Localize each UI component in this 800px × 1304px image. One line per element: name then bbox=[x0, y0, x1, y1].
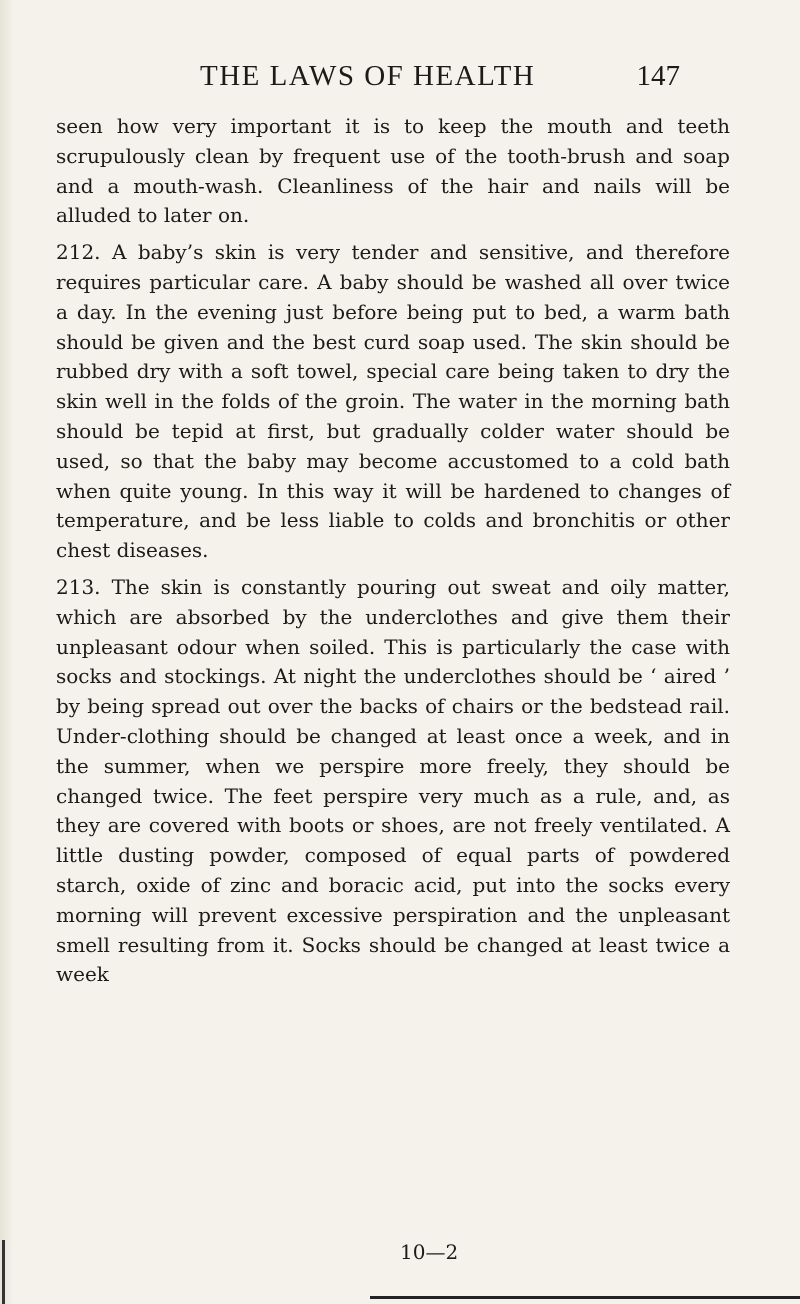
running-head: THE LAWS OF HEALTH bbox=[200, 60, 536, 92]
gutter-rule bbox=[2, 1240, 5, 1304]
page-gutter-shadow bbox=[0, 0, 14, 1304]
page-header bbox=[200, 60, 680, 100]
paragraph-213: 213. The skin is constantly pouring out sweat and oily matter, which are absorbed by the underclothes and give them their unpleasant odour when soiled. This is particularly the case with socks and stockings. At night the underclothes should be ‘ aired ’ by being spread out over the backs of chairs or the bedstead rail. Under-clothing should be changed at least once a week, and in the summer, when we perspire more freely, they should be changed twice. The feet perspire very much as a rule, and, as they are covered with boots or shoes, are not freely ventilated. A little dusting powder, composed of equal parts of powdered starch, oxide of zinc and boracic acid, put into the socks every morning will prevent excessive perspiration and the unpleasant smell resulting from it. Socks should be changed at least twice a week bbox=[56, 574, 730, 987]
paragraph-212: 212. A baby’s skin is very tender and sensitive, and therefore requires particular care. A baby should be washed all over twice a day. In the evening just before being put to bed, a warm bath should be given and the best curd soap used. The skin should be rubbed dry with a soft towel, special care being taken to dry the skin well in the folds of the groin. The water in the morning bath should be tepid at first, but gradually colder water should be used, so that the baby may become accustomed to a cold bath when quite young. In this way it will be hardened to changes of temperature, and be less liable to colds and bronchitis or other chest diseases. bbox=[56, 240, 730, 563]
body-text bbox=[56, 112, 730, 990]
signature-mark: 10—2 bbox=[400, 1240, 459, 1264]
bottom-rule bbox=[370, 1296, 800, 1299]
paragraph-continuation: seen how very important it is to keep the mouth and teeth scrupulously clean by frequent use of the tooth-brush and soap and a mouth-wash. Cleanliness of the hair and nails will be alluded to later on. bbox=[56, 114, 730, 228]
page-number: 147 bbox=[636, 60, 680, 92]
